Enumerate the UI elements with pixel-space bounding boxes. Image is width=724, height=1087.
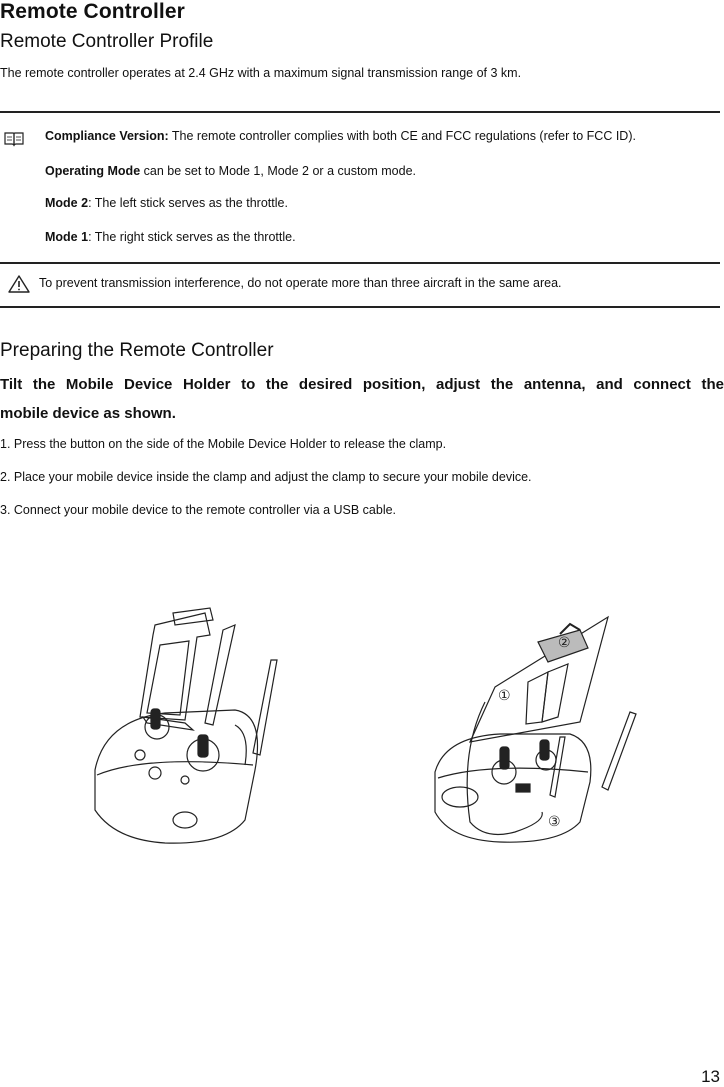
remote-controller-illustration-right — [430, 612, 645, 852]
intro-text: The remote controller operates at 2.4 GHz with a maximum signal transmission range of 3 km. — [0, 66, 522, 80]
section-subtitle: Remote Controller Profile — [0, 31, 214, 52]
warning-text: To prevent transmission interference, do not operate more than three aircraft in the same area. — [39, 276, 562, 290]
note-operating-mode: Operating Mode can be set to Mode 1, Mode 2 or a custom mode. — [45, 164, 416, 178]
note-mode-1: Mode 1: The right stick serves as the throttle. — [45, 230, 296, 244]
warning-icon — [8, 275, 30, 293]
callout-2: ② — [558, 635, 571, 651]
step-3: 3. Connect your mobile device to the remote controller via a USB cable. — [0, 503, 397, 517]
remote-controller-illustration-left — [85, 605, 290, 850]
warning-bottom-rule — [0, 306, 720, 308]
callout-3: ③ — [548, 814, 561, 830]
page-number: 13 — [701, 1067, 720, 1086]
note-compliance: Compliance Version: The remote controller complies with both CE and FCC regulations (refer to FCC ID). — [45, 129, 636, 143]
note-top-rule — [0, 111, 720, 113]
lead-line-2: mobile device as shown. — [0, 405, 176, 422]
warning-top-rule — [0, 262, 720, 264]
note-mode-2: Mode 2: The left stick serves as the throttle. — [45, 196, 288, 210]
callout-1: ① — [498, 688, 511, 704]
book-icon — [4, 131, 24, 147]
section-title: Preparing the Remote Controller — [0, 340, 274, 361]
lead-line-1: Tilt the Mobile Device Holder to the desired position, adjust the antenna, and connect the — [0, 376, 724, 393]
step-1: 1. Press the button on the side of the Mobile Device Holder to release the clamp. — [0, 437, 447, 451]
page-title: Remote Controller — [0, 0, 185, 23]
step-2: 2. Place your mobile device inside the clamp and adjust the clamp to secure your mobile device. — [0, 470, 532, 484]
